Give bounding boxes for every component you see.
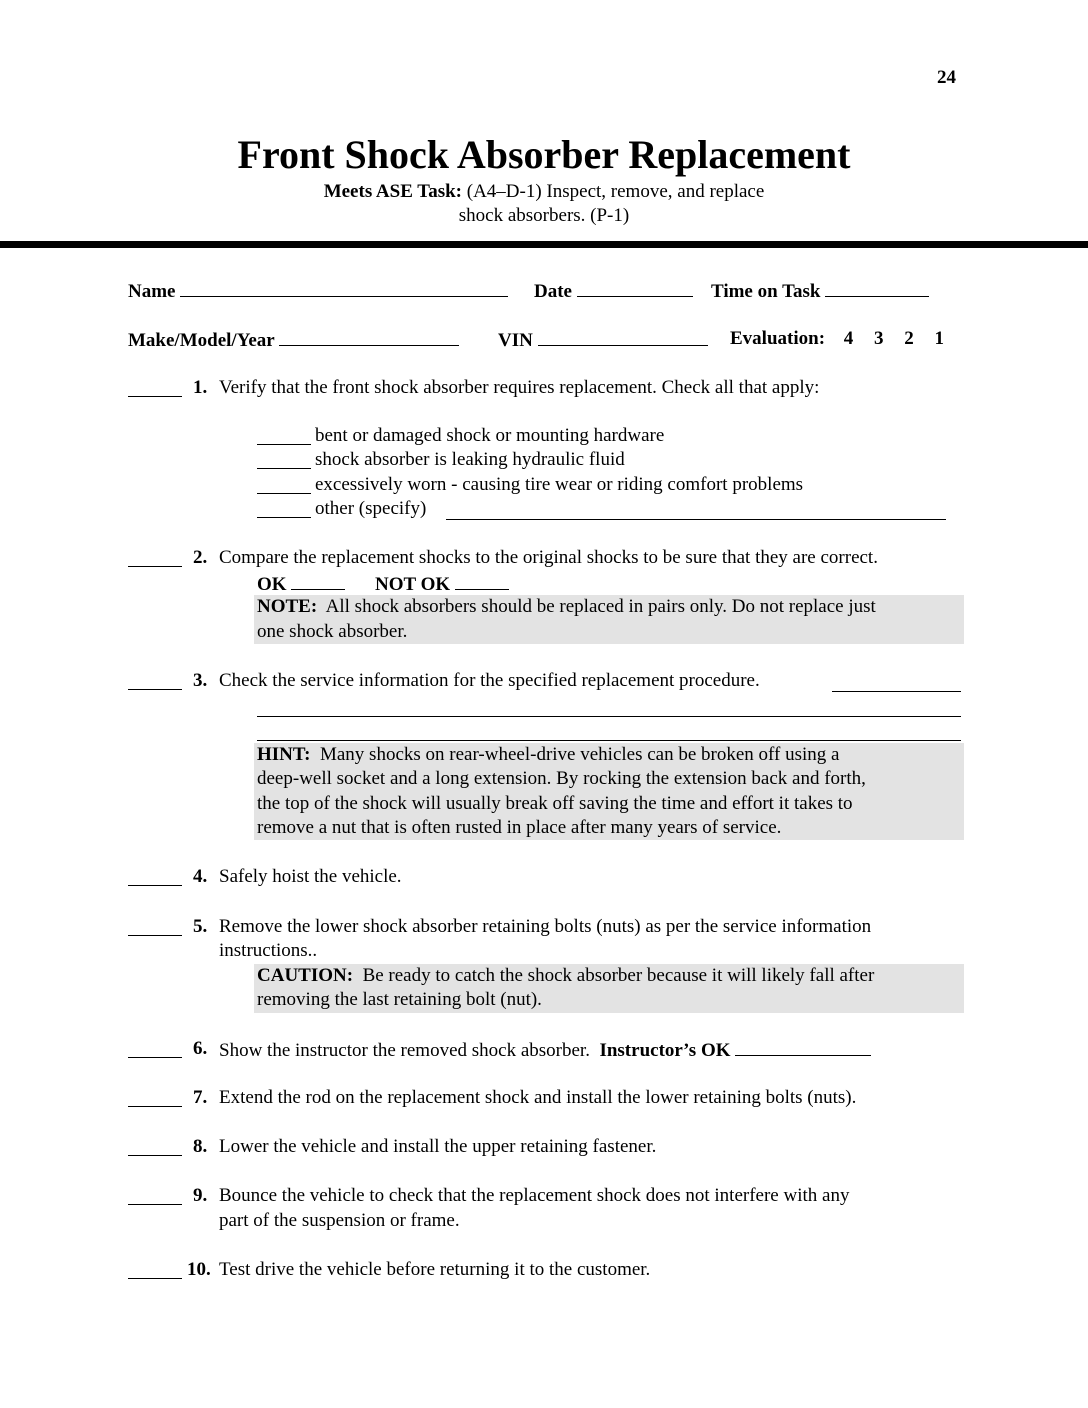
note-line1 bbox=[257, 595, 876, 619]
ase-task-text: (A4–D-1) Inspect, remove, and replace bbox=[466, 181, 765, 202]
step-text-main: Show the instructor the removed shock absorber. bbox=[219, 1040, 590, 1061]
header-divider bbox=[0, 241, 1088, 248]
note-text: All shock absorbers should be replaced in pairs only. Do not replace just bbox=[325, 596, 876, 617]
step-text-cont: part of the suspension or frame. bbox=[219, 1210, 460, 1231]
option-label: shock absorber is leaking hydraulic fluid bbox=[315, 449, 625, 470]
option-checkbox[interactable] bbox=[257, 426, 311, 445]
ase-task-label: Meets ASE Task: bbox=[323, 181, 462, 202]
step-number: 5. bbox=[193, 916, 208, 937]
page-title: Front Shock Absorber Replacement bbox=[237, 132, 851, 177]
ok-label: OK bbox=[257, 574, 287, 595]
answer-line[interactable] bbox=[257, 716, 961, 717]
not-ok-label: NOT OK bbox=[375, 574, 451, 595]
step-text-cont: instructions.. bbox=[219, 940, 318, 961]
caution-text: Be ready to catch the shock absorber because it will likely fall after bbox=[362, 965, 875, 986]
ase-task-line1 bbox=[0, 180, 1088, 204]
hint-line1 bbox=[257, 743, 839, 767]
ok-blank[interactable] bbox=[291, 571, 345, 590]
answer-line[interactable] bbox=[832, 691, 961, 692]
step-text: Compare the replacement shocks to the original shocks to be sure that they are correct. bbox=[219, 547, 878, 568]
option-checkbox[interactable] bbox=[257, 499, 311, 518]
step-number: 3. bbox=[193, 670, 208, 691]
step-text: Bounce the vehicle to check that the replacement shock does not interfere with any bbox=[219, 1185, 850, 1206]
step-number: 2. bbox=[193, 547, 208, 568]
step-6-checkbox[interactable] bbox=[128, 1039, 182, 1058]
note-line2: one shock absorber. bbox=[257, 621, 408, 642]
step-number: 1. bbox=[193, 377, 208, 398]
option-label: bent or damaged shock or mounting hardware bbox=[315, 425, 665, 446]
step-8-checkbox[interactable] bbox=[128, 1137, 182, 1156]
evaluation-label: Evaluation: bbox=[730, 328, 826, 349]
step-text: Safely hoist the vehicle. bbox=[219, 866, 402, 887]
name-blank[interactable] bbox=[180, 278, 508, 297]
step-5-checkbox[interactable] bbox=[128, 917, 182, 936]
date-blank[interactable] bbox=[577, 278, 693, 297]
hint-label: HINT: bbox=[257, 744, 311, 765]
instructor-ok-label: Instructor’s OK bbox=[599, 1040, 731, 1061]
eval-score-1[interactable]: 1 bbox=[934, 328, 945, 349]
hint-line4: remove a nut that is often rusted in place after many years of service. bbox=[257, 817, 782, 838]
step-number: 7. bbox=[193, 1087, 208, 1108]
date-label: Date bbox=[534, 281, 572, 302]
caution-label: CAUTION: bbox=[257, 965, 354, 986]
step-number: 4. bbox=[193, 866, 208, 887]
step-9-checkbox[interactable] bbox=[128, 1186, 182, 1205]
evaluation-field bbox=[730, 327, 944, 351]
time-blank[interactable] bbox=[825, 278, 929, 297]
not-ok-field[interactable] bbox=[375, 571, 509, 597]
step-number: 8. bbox=[193, 1136, 208, 1157]
ok-field[interactable] bbox=[257, 571, 345, 597]
mmy-label: Make/Model/Year bbox=[128, 330, 275, 351]
step-text: Extend the rod on the replacement shock and install the lower retaining bolts (nuts). bbox=[219, 1087, 857, 1108]
make-model-year-field[interactable] bbox=[128, 327, 459, 353]
hint-line2: deep-well socket and a long extension. By rocking the extension back and forth, bbox=[257, 768, 866, 789]
caution-line1 bbox=[257, 964, 874, 988]
time-on-task-field[interactable] bbox=[711, 278, 929, 304]
step-text bbox=[219, 1037, 871, 1063]
vin-label: VIN bbox=[498, 330, 533, 351]
hint-text: Many shocks on rear-wheel-drive vehicles can be broken off using a bbox=[319, 744, 840, 765]
step-1-checkbox[interactable] bbox=[128, 378, 182, 397]
vin-field[interactable] bbox=[498, 327, 708, 353]
name-label: Name bbox=[128, 281, 176, 302]
hint-line3: the top of the shock will usually break off saving the time and effort it takes to bbox=[257, 793, 853, 814]
instructor-ok-blank[interactable] bbox=[735, 1037, 871, 1056]
eval-score-3[interactable]: 3 bbox=[874, 328, 884, 349]
vin-blank[interactable] bbox=[538, 327, 708, 346]
step-text: Remove the lower shock absorber retaining bolts (nuts) as per the service information bbox=[219, 916, 872, 937]
time-label: Time on Task bbox=[711, 281, 821, 302]
step-number: 9. bbox=[193, 1185, 208, 1206]
not-ok-blank[interactable] bbox=[455, 571, 509, 590]
step-number: 10. bbox=[187, 1259, 211, 1280]
eval-score-4[interactable]: 4 bbox=[843, 328, 854, 349]
step-text: Verify that the front shock absorber requires replacement. Check all that apply: bbox=[219, 377, 820, 398]
step-4-checkbox[interactable] bbox=[128, 867, 182, 886]
mmy-blank[interactable] bbox=[279, 327, 459, 346]
step-text: Lower the vehicle and install the upper retaining fastener. bbox=[219, 1136, 657, 1157]
other-specify-line[interactable] bbox=[446, 519, 946, 520]
note-label: NOTE: bbox=[257, 596, 318, 617]
caution-line2: removing the last retaining bolt (nut). bbox=[257, 989, 542, 1010]
step-text: Test drive the vehicle before returning it to the customer. bbox=[219, 1259, 651, 1280]
step-text: Check the service information for the specified replacement procedure. bbox=[219, 670, 760, 691]
answer-line[interactable] bbox=[257, 740, 961, 741]
step-3-checkbox[interactable] bbox=[128, 671, 182, 690]
page-number: 24 bbox=[937, 67, 956, 88]
ase-task-line2: shock absorbers. (P-1) bbox=[458, 205, 630, 226]
step-10-checkbox[interactable] bbox=[128, 1260, 182, 1279]
option-label: other (specify) bbox=[315, 498, 427, 519]
step-number: 6. bbox=[193, 1038, 208, 1059]
step-7-checkbox[interactable] bbox=[128, 1088, 182, 1107]
eval-score-2[interactable]: 2 bbox=[904, 328, 914, 349]
step-2-checkbox[interactable] bbox=[128, 548, 182, 567]
name-field[interactable] bbox=[128, 278, 508, 304]
option-checkbox[interactable] bbox=[257, 450, 311, 469]
option-label: excessively worn - causing tire wear or riding comfort problems bbox=[315, 474, 804, 495]
option-checkbox[interactable] bbox=[257, 475, 311, 494]
date-field[interactable] bbox=[534, 278, 693, 304]
